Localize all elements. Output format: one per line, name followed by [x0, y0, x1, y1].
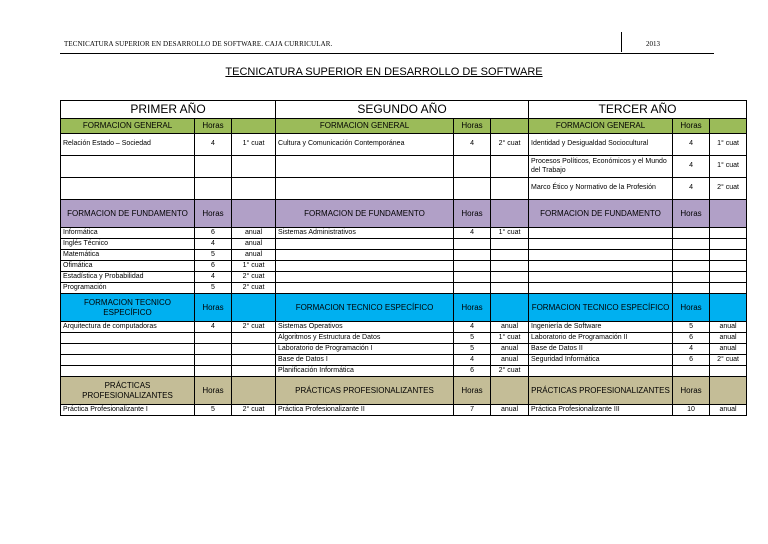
hours-cell: 4 [195, 134, 232, 156]
subject-cell: Cultura y Comunicación Contemporánea [276, 134, 454, 156]
page-header [60, 32, 714, 54]
horas-header: Horas [195, 294, 232, 322]
section-header-fundamento [61, 200, 747, 228]
section-header-tecnico [61, 294, 747, 322]
hours-cell: 4 [673, 344, 710, 355]
period-cell: anual [491, 405, 529, 416]
hours-cell: 5 [454, 344, 491, 355]
subject-cell [276, 261, 454, 272]
period-header [491, 294, 529, 322]
period-header [232, 200, 276, 228]
table-row [61, 405, 747, 416]
hours-cell: 4 [195, 272, 232, 283]
subject-cell [276, 250, 454, 261]
document-title: TECNICATURA SUPERIOR EN DESARROLLO DE SOFTWARE [225, 66, 543, 78]
period-header [491, 200, 529, 228]
hours-cell [673, 283, 710, 294]
horas-header: Horas [454, 377, 491, 405]
period-cell [491, 156, 529, 178]
subject-cell: Informática [61, 228, 195, 239]
period-cell [491, 261, 529, 272]
period-cell: anual [232, 239, 276, 250]
period-cell [710, 250, 747, 261]
curriculum-body [61, 101, 747, 416]
table-row [61, 156, 747, 178]
table-row [61, 261, 747, 272]
subject-cell: Arquitectura de computadoras [61, 322, 195, 333]
hours-cell [454, 250, 491, 261]
period-cell [232, 333, 276, 344]
period-cell: 1° cuat [232, 134, 276, 156]
period-header [710, 294, 747, 322]
section-header-practicas [61, 377, 747, 405]
subject-cell [61, 355, 195, 366]
section-title: FORMACION DE FUNDAMENTO [529, 200, 673, 228]
section-title: PRÁCTICAS PROFESIONALIZANTES [276, 377, 454, 405]
period-cell: anual [710, 344, 747, 355]
subject-cell [529, 366, 673, 377]
period-header [232, 294, 276, 322]
hours-cell [195, 178, 232, 200]
hours-cell: 4 [673, 156, 710, 178]
period-cell: anual [491, 322, 529, 333]
horas-header: Horas [195, 119, 232, 134]
subject-cell [529, 228, 673, 239]
hours-cell [454, 272, 491, 283]
hours-cell [673, 239, 710, 250]
section-header-general [61, 119, 747, 134]
hours-cell [673, 228, 710, 239]
period-cell [491, 178, 529, 200]
hours-cell: 6 [195, 261, 232, 272]
subject-cell: Laboratorio de Programación I [276, 344, 454, 355]
section-title: FORMACION TECNICO ESPECÍFICO [529, 294, 673, 322]
hours-cell: 5 [673, 322, 710, 333]
horas-header: Horas [454, 294, 491, 322]
period-cell [232, 366, 276, 377]
header-divider [621, 32, 622, 52]
horas-header: Horas [195, 200, 232, 228]
hours-cell: 5 [195, 250, 232, 261]
subject-cell [61, 333, 195, 344]
hours-cell: 7 [454, 405, 491, 416]
section-title: FORMACION TECNICO ESPECÍFICO [276, 294, 454, 322]
hours-cell [454, 239, 491, 250]
period-cell: 1° cuat [232, 261, 276, 272]
section-title: FORMACION DE FUNDAMENTO [61, 200, 195, 228]
period-cell: anual [491, 344, 529, 355]
hours-cell: 4 [673, 134, 710, 156]
period-cell: 2° cuat [491, 366, 529, 377]
period-cell: 2° cuat [491, 134, 529, 156]
period-header [491, 119, 529, 134]
hours-cell: 5 [454, 333, 491, 344]
hours-cell [195, 344, 232, 355]
subject-cell: Seguridad Informática [529, 355, 673, 366]
subject-cell [529, 261, 673, 272]
period-cell: 2° cuat [232, 283, 276, 294]
subject-cell [61, 366, 195, 377]
period-cell: 2° cuat [232, 405, 276, 416]
subject-cell: Planificación Informática [276, 366, 454, 377]
subject-cell: Práctica Profesionalizante II [276, 405, 454, 416]
subject-cell [529, 283, 673, 294]
table-row [61, 228, 747, 239]
hours-cell: 5 [195, 283, 232, 294]
subject-cell: Práctica Profesionalizante I [61, 405, 195, 416]
subject-cell: Programación [61, 283, 195, 294]
subject-cell: Inglés Técnico [61, 239, 195, 250]
subject-cell [276, 239, 454, 250]
horas-header: Horas [673, 294, 710, 322]
period-cell [710, 261, 747, 272]
period-cell: anual [710, 405, 747, 416]
hours-cell: 4 [454, 322, 491, 333]
period-cell [491, 283, 529, 294]
hours-cell: 4 [454, 355, 491, 366]
subject-cell: Algoritmos y Estructura de Datos [276, 333, 454, 344]
period-cell: anual [710, 333, 747, 344]
hours-cell: 6 [195, 228, 232, 239]
period-header [710, 200, 747, 228]
section-title: PRÁCTICAS PROFESIONALIZANTES [61, 377, 195, 405]
table-row [61, 272, 747, 283]
curriculum-table [60, 100, 747, 416]
period-cell: anual [232, 250, 276, 261]
period-cell [710, 283, 747, 294]
horas-header: Horas [454, 119, 491, 134]
hours-cell: 4 [673, 178, 710, 200]
period-cell [710, 272, 747, 283]
hours-cell: 6 [454, 366, 491, 377]
period-cell [232, 156, 276, 178]
hours-cell [454, 283, 491, 294]
subject-cell: Sistemas Operativos [276, 322, 454, 333]
period-cell: anual [491, 355, 529, 366]
hours-cell [673, 366, 710, 377]
subject-cell: Base de Datos II [529, 344, 673, 355]
hours-cell: 5 [195, 405, 232, 416]
hours-cell: 10 [673, 405, 710, 416]
hours-cell [454, 178, 491, 200]
subject-cell [61, 178, 195, 200]
horas-header: Horas [454, 200, 491, 228]
section-title: PRÁCTICAS PROFESIONALIZANTES [529, 377, 673, 405]
period-cell: 2° cuat [710, 178, 747, 200]
year-header-1: PRIMER AÑO [61, 101, 276, 119]
subject-cell: Ofimática [61, 261, 195, 272]
subject-cell [61, 344, 195, 355]
table-row [61, 134, 747, 156]
period-cell: 2° cuat [232, 322, 276, 333]
subject-cell: Sistemas Administrativos [276, 228, 454, 239]
subject-cell: Ingeniería de Software [529, 322, 673, 333]
hours-cell: 6 [673, 355, 710, 366]
subject-cell: Identidad y Desigualdad Sociocultural [529, 134, 673, 156]
subject-cell [276, 156, 454, 178]
period-cell: 1° cuat [710, 156, 747, 178]
table-row [61, 178, 747, 200]
section-title: FORMACION DE FUNDAMENTO [276, 200, 454, 228]
subject-cell [529, 272, 673, 283]
horas-header: Horas [673, 200, 710, 228]
period-cell: 1° cuat [491, 333, 529, 344]
hours-cell [673, 272, 710, 283]
period-cell: 2° cuat [710, 355, 747, 366]
horas-header: Horas [673, 377, 710, 405]
hours-cell [454, 156, 491, 178]
period-cell [491, 272, 529, 283]
table-row [61, 283, 747, 294]
hours-cell [195, 366, 232, 377]
table-row [61, 355, 747, 366]
subject-cell [276, 283, 454, 294]
subject-cell: Laboratorio de Programación II [529, 333, 673, 344]
period-header [710, 377, 747, 405]
hours-cell: 4 [195, 239, 232, 250]
table-row [61, 239, 747, 250]
period-cell [232, 178, 276, 200]
period-cell [491, 239, 529, 250]
period-cell [232, 344, 276, 355]
subject-cell [276, 272, 454, 283]
period-header [491, 377, 529, 405]
period-cell: anual [232, 228, 276, 239]
subject-cell [529, 250, 673, 261]
period-header [232, 377, 276, 405]
subject-cell: Estadística y Probabilidad [61, 272, 195, 283]
section-title: FORMACION TECNICO ESPECÍFICO [61, 294, 195, 322]
table-row [61, 333, 747, 344]
hours-cell [195, 355, 232, 366]
period-cell: 1° cuat [710, 134, 747, 156]
subject-cell: Marco Ético y Normativo de la Profesión [529, 178, 673, 200]
hours-cell [195, 156, 232, 178]
hours-cell: 4 [454, 228, 491, 239]
subject-cell [276, 178, 454, 200]
hours-cell [673, 250, 710, 261]
hours-cell [454, 261, 491, 272]
table-row [61, 344, 747, 355]
period-cell: 2° cuat [232, 272, 276, 283]
horas-header: Horas [195, 377, 232, 405]
header-left-text: TECNICATURA SUPERIOR EN DESARROLLO DE SOFTWARE. CAJA CURRICULAR. [64, 40, 333, 48]
table-row [61, 250, 747, 261]
section-title: FORMACION GENERAL [61, 119, 195, 134]
period-cell: 1° cuat [491, 228, 529, 239]
period-header [710, 119, 747, 134]
subject-cell: Matemática [61, 250, 195, 261]
year-header-3: TERCER AÑO [529, 101, 747, 119]
year-header-row [61, 101, 747, 119]
hours-cell [195, 333, 232, 344]
section-title: FORMACION GENERAL [529, 119, 673, 134]
header-year: 2013 [646, 40, 660, 48]
subject-cell [61, 156, 195, 178]
table-row [61, 322, 747, 333]
period-cell [232, 355, 276, 366]
period-cell [491, 250, 529, 261]
period-header [232, 119, 276, 134]
subject-cell: Relación Estado – Sociedad [61, 134, 195, 156]
period-cell [710, 366, 747, 377]
horas-header: Horas [673, 119, 710, 134]
subject-cell: Práctica Profesionalizante III [529, 405, 673, 416]
period-cell [710, 239, 747, 250]
header-rule [60, 53, 714, 54]
hours-cell: 4 [454, 134, 491, 156]
period-cell [710, 228, 747, 239]
year-header-2: SEGUNDO AÑO [276, 101, 529, 119]
section-title: FORMACION GENERAL [276, 119, 454, 134]
table-row [61, 366, 747, 377]
subject-cell: Procesos Políticos, Económicos y el Mundo del Trabajo [529, 156, 673, 178]
hours-cell: 4 [195, 322, 232, 333]
period-cell: anual [710, 322, 747, 333]
hours-cell [673, 261, 710, 272]
subject-cell: Base de Datos I [276, 355, 454, 366]
subject-cell [529, 239, 673, 250]
hours-cell: 6 [673, 333, 710, 344]
